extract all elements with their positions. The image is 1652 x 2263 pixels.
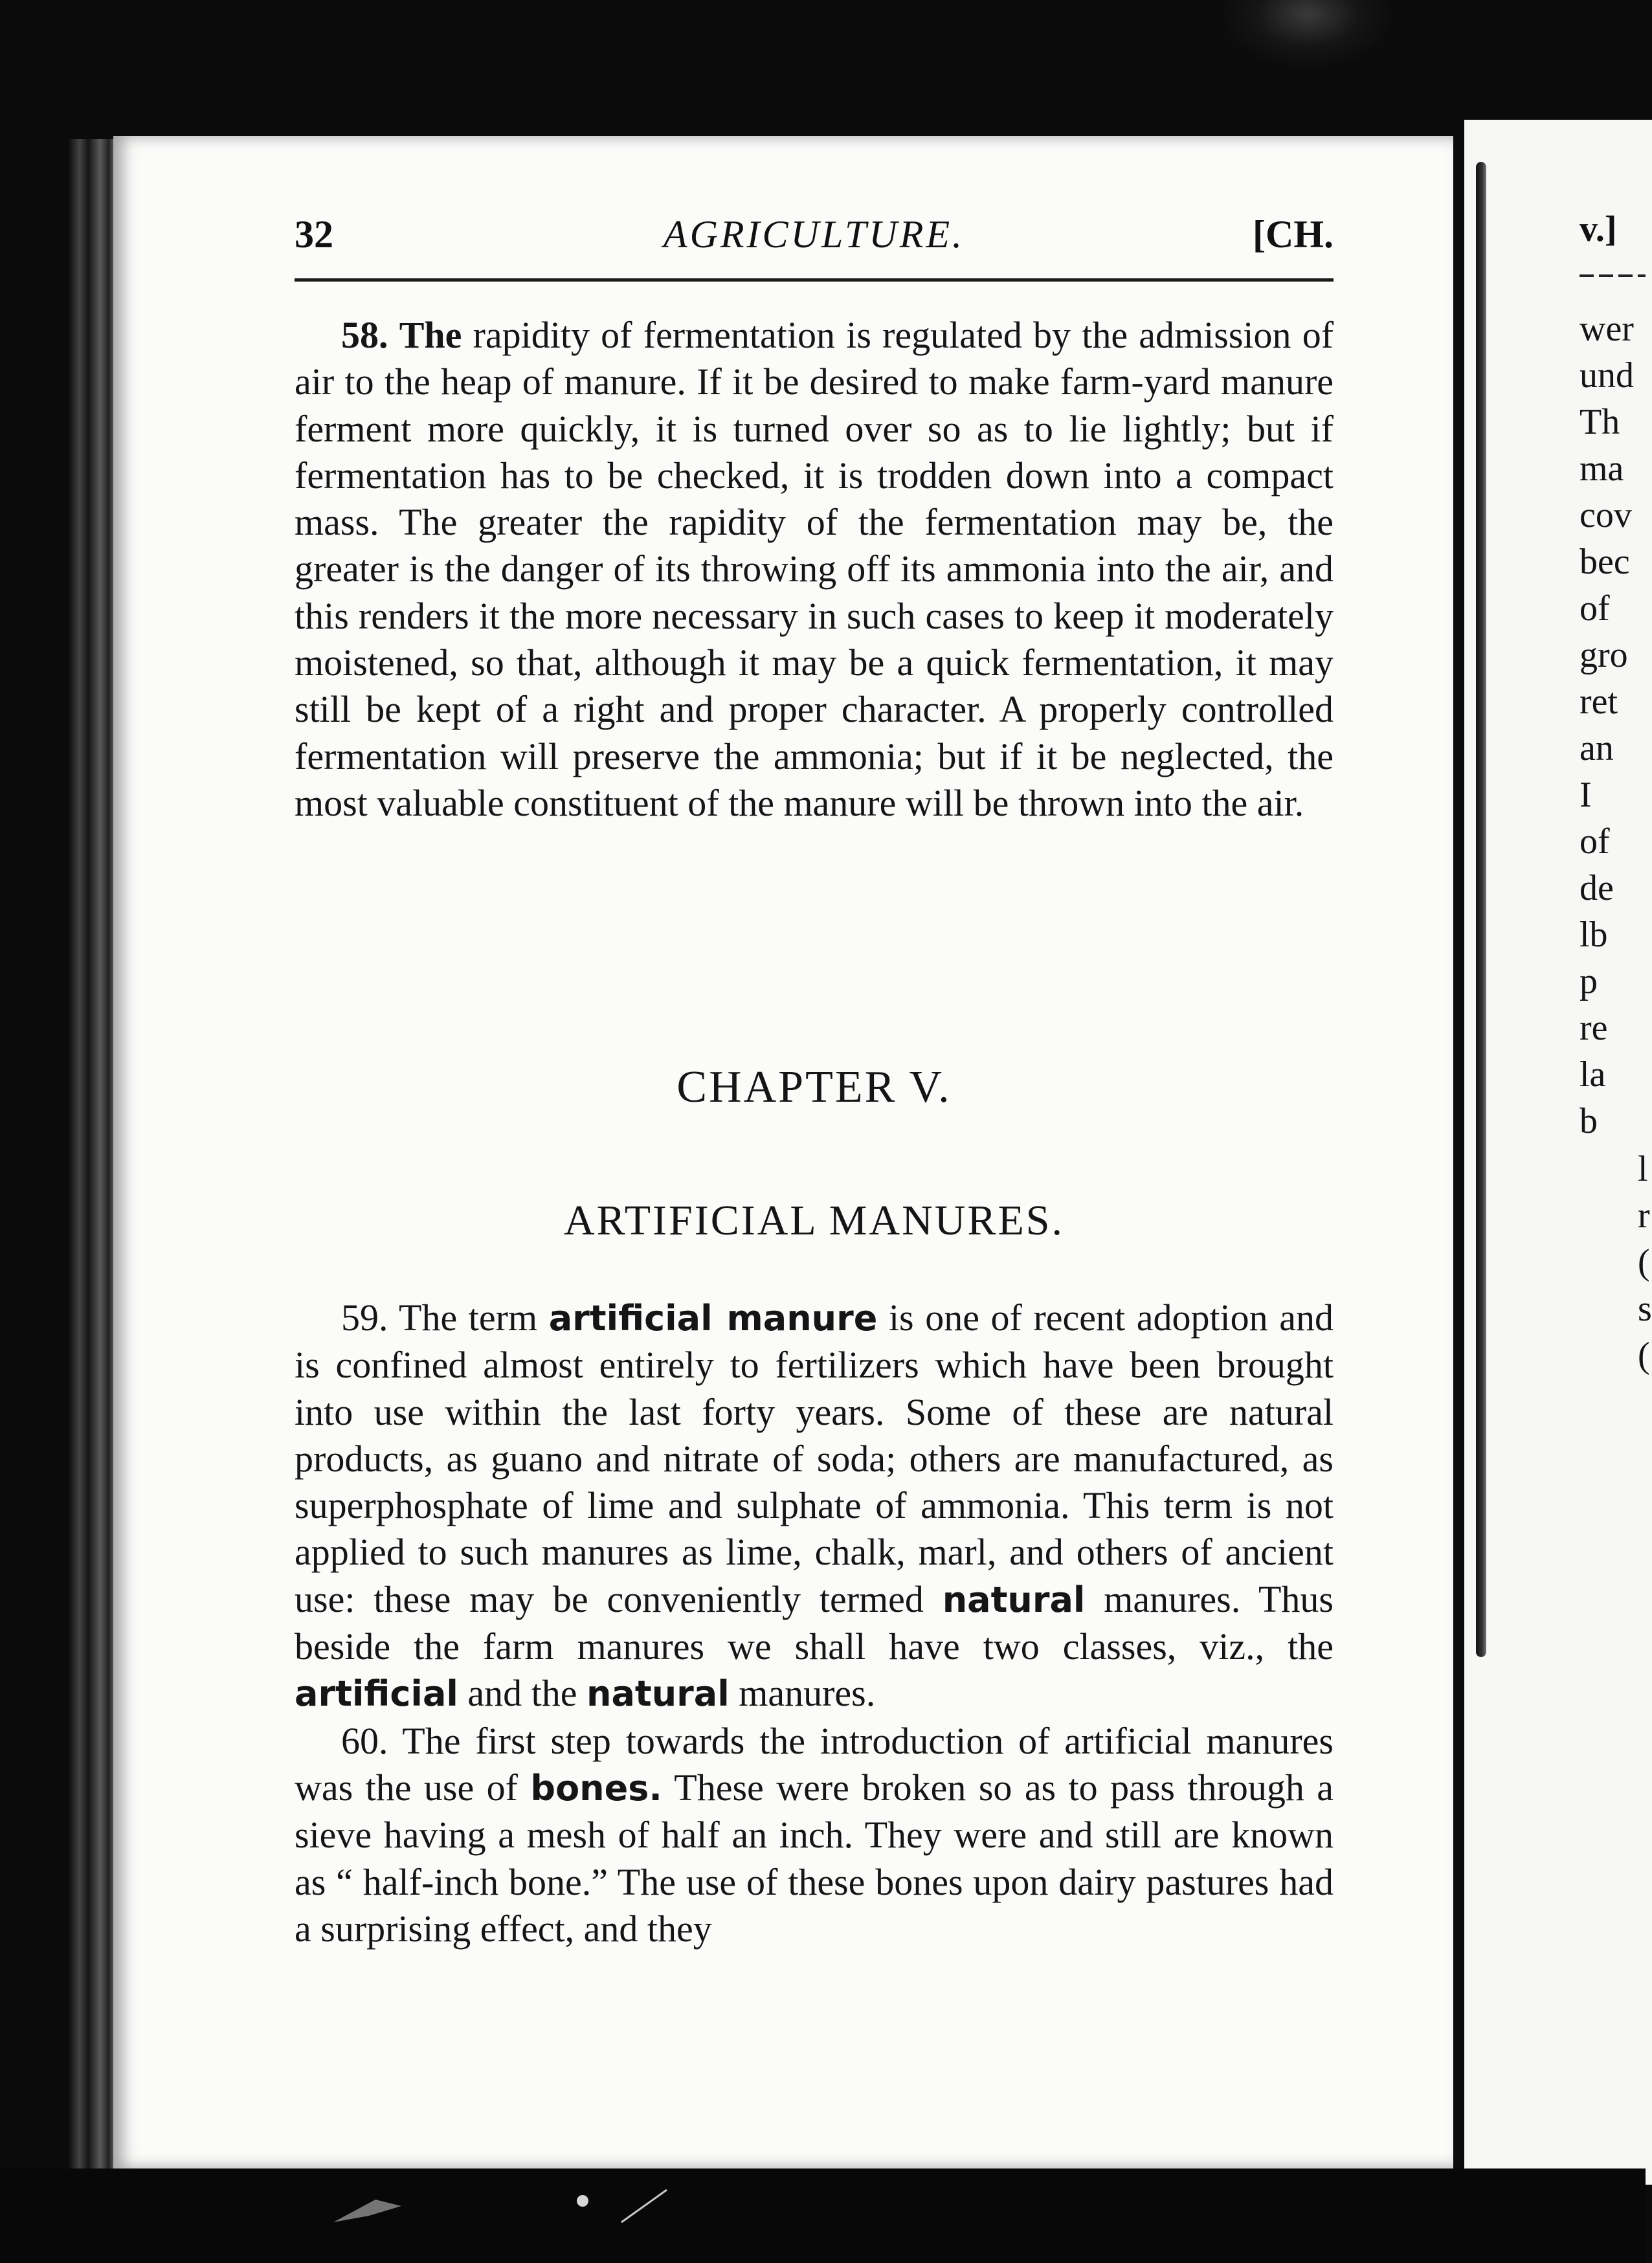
facing-line: und	[1579, 355, 1634, 396]
paragraph-body: is one of recent adoption and is confined almost entirely to fertilizers which have been brought into use within the last forty years. Some of these are natural products, as guano and nitrate of soda; others are manufactured, as superphosphate of lime and sulphate of ammonia. This term is not applied to such manures as lime, chalk, marl, and others of ancient use: these may be conveniently termed	[295, 1297, 1334, 1620]
scan-smudge	[330, 2187, 783, 2225]
facing-line: r	[1638, 1196, 1650, 1236]
scan-artifact	[1217, 0, 1398, 71]
paragraphs-59-60	[295, 1295, 1334, 1952]
paragraph-59-text	[295, 1295, 1334, 1718]
page-fold-shadow	[1476, 162, 1486, 1657]
facing-line: cov	[1579, 495, 1632, 535]
facing-page-text	[1579, 306, 1646, 1144]
facing-line: lb	[1579, 915, 1608, 955]
facing-line: bec	[1579, 542, 1630, 582]
key-term: natural	[942, 1579, 1086, 1620]
chapter-title: ARTIFICIAL MANURES.	[564, 1197, 1064, 1244]
facing-line: l	[1638, 1149, 1648, 1189]
facing-line: s	[1638, 1289, 1652, 1329]
facing-line: I	[1579, 775, 1592, 815]
facing-line: la	[1579, 1054, 1606, 1095]
facing-page-text-lower	[1638, 1146, 1651, 1379]
paragraph-number: 60.	[341, 1719, 388, 1762]
paragraph-58	[295, 312, 1334, 827]
facing-line: ret	[1579, 682, 1618, 722]
paragraph-body: These were broken so as to pass through a sieve having a mesh of half an inch. They were and still are known as “ half-inch bone.” The use of these bones upon dairy pastures had a surprising effect, and they	[295, 1766, 1334, 1950]
facing-line: an	[1579, 728, 1614, 768]
running-title: AGRICULTURE.	[663, 213, 965, 256]
key-term: artificial manure	[548, 1298, 878, 1339]
page-number: 32	[295, 213, 333, 256]
facing-line: wer	[1579, 309, 1634, 349]
paragraph-body: and the	[467, 1672, 577, 1715]
key-term: bones.	[530, 1767, 662, 1809]
chapter-heading: CHAPTER V.	[676, 1062, 952, 1112]
paragraph-60-text	[295, 1718, 1334, 1952]
facing-line: b	[1579, 1101, 1598, 1141]
facing-line: (	[1638, 1335, 1650, 1376]
key-term: artificial	[295, 1673, 458, 1715]
paragraph-58-text	[295, 312, 1334, 827]
facing-line: (	[1638, 1242, 1650, 1282]
running-head	[295, 212, 1334, 264]
facing-line: gro	[1579, 635, 1628, 675]
paragraph-number: 58.	[341, 314, 388, 356]
paragraph-body: manures. Thus beside the farm manures we shall have two classes, viz., the	[295, 1577, 1334, 1668]
chapter-reference: [CH.	[1253, 213, 1334, 256]
paragraph-body: The term	[399, 1297, 538, 1339]
paragraph-body: manures.	[739, 1672, 876, 1715]
paragraph-body: The first step towards the introduction of artificial manures was the use of	[295, 1719, 1334, 1809]
paragraph-lead: The	[399, 314, 462, 356]
facing-line: Th	[1579, 402, 1620, 442]
paragraph-body: rapidity of fermentation is regulated by the admission of air to the heap of manure. If it be desired to make farm-yard manure ferment more quickly, it is turned over so as to lie lightly; but if fermentation has to be checked, it is trodden down into a compact mass. The greater the rapidity of the fermentation may be, the greater is the danger of its throwing off its ammonia into the air, and this renders it the more necessary in such cases to keep it moderately moistened, so that, although it may be a quick fermentation, it may still be kept of a right and proper character. A properly controlled fermentation will preserve the ammonia; but if it be neglected, the most valuable constituent of the manure will be thrown into the air.	[295, 314, 1334, 824]
facing-line: of	[1579, 821, 1610, 862]
header-rule	[295, 278, 1334, 282]
facing-line: re	[1579, 1008, 1608, 1048]
facing-line: of	[1579, 588, 1610, 629]
background-bottom	[0, 2168, 1646, 2263]
paragraph-number: 59.	[341, 1297, 388, 1339]
facing-page-rule	[1579, 274, 1646, 277]
facing-line: p	[1579, 961, 1598, 1001]
key-term: natural	[586, 1673, 730, 1715]
facing-page-header: v.]	[1579, 209, 1617, 249]
facing-line: ma	[1579, 449, 1624, 489]
facing-line: de	[1579, 868, 1614, 908]
